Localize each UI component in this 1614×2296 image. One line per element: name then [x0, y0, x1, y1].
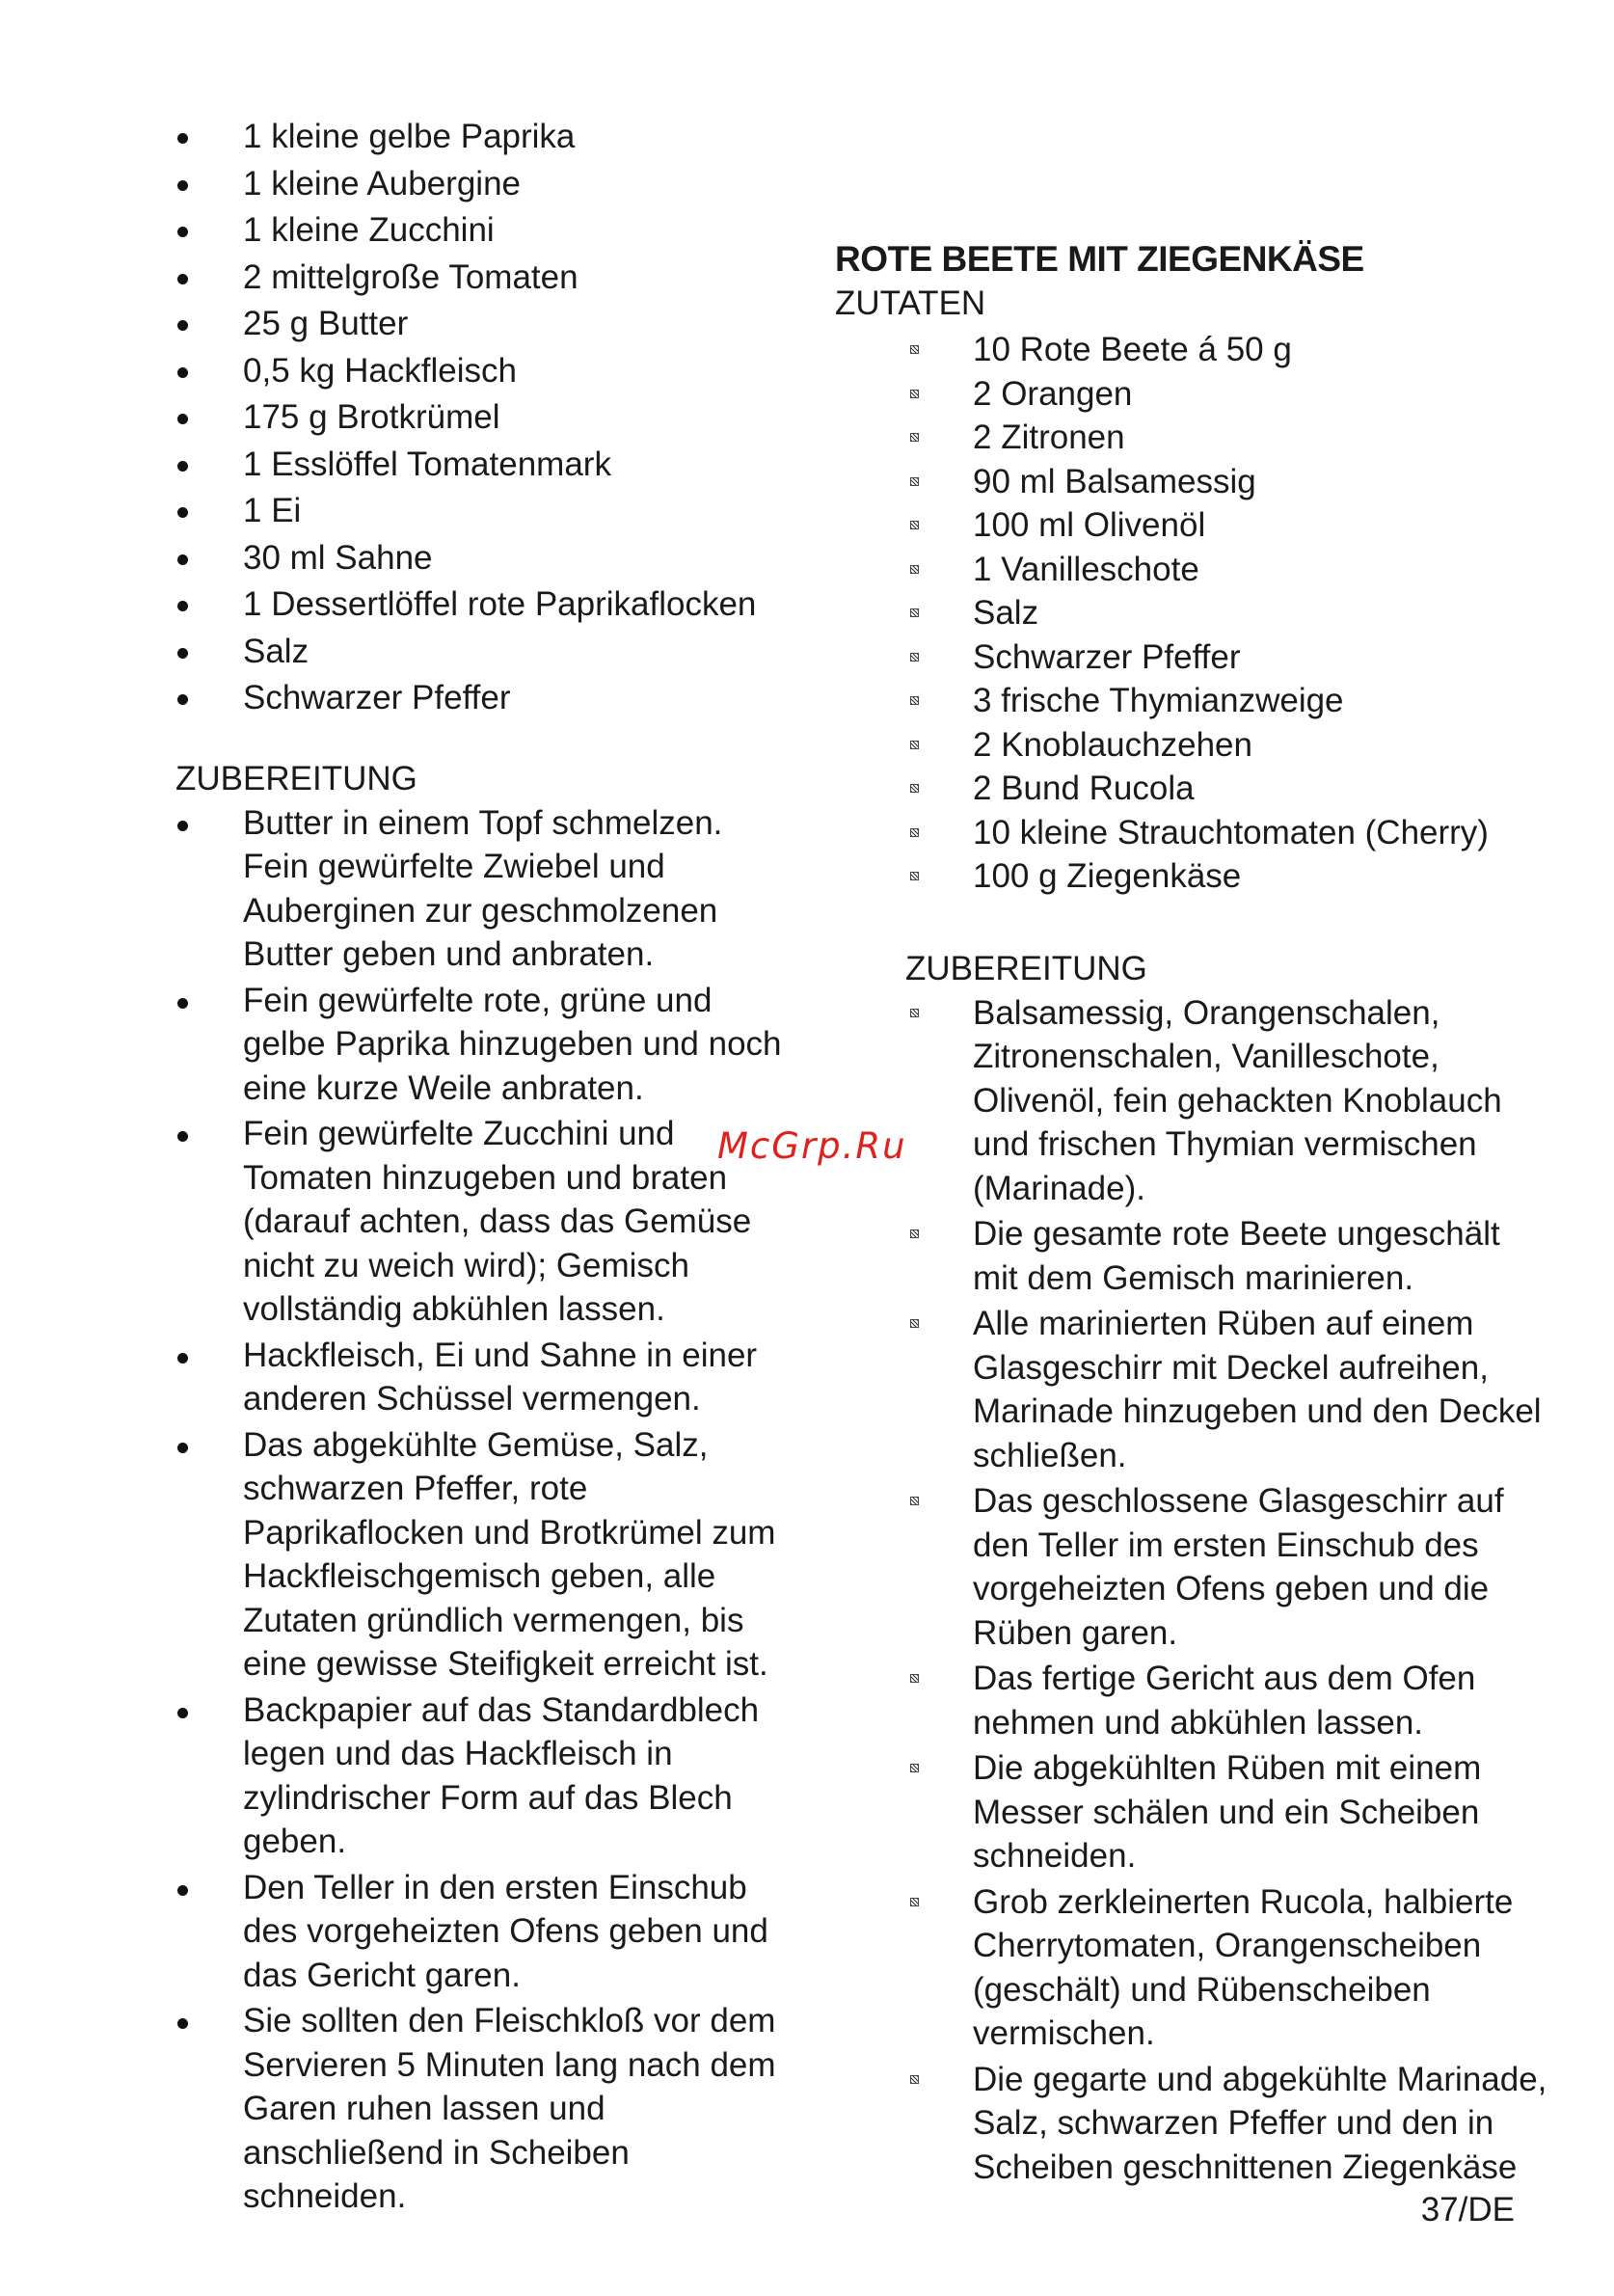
list-item: Schwarzer Pfeffer — [175, 675, 793, 722]
step-item: Hackfleisch, Ei und Sahne in einer anderen Schüssel vermengen. — [175, 1334, 793, 1421]
step-item: Das abgekühlte Gemüse, Salz, schwarzen Pfeffer, rote Paprikaflocken und Brotkrümel zum Hackfleischgemisch geben, alle Zutaten gründlich vermengen, bis eine gewisse Steifigkeit erreicht ist. — [175, 1423, 793, 1687]
list-item: 2 Orangen — [835, 372, 1548, 417]
list-item: 1 kleine Zucchini — [175, 207, 793, 255]
list-item: 3 frische Thymianzweige — [835, 679, 1548, 723]
list-item: 100 g Ziegenkäse — [835, 854, 1548, 899]
recipe-title: ROTE BEETE MIT ZIEGENKÄSE — [835, 239, 1364, 279]
step-item: Die gegarte und abgekühlte Marinade, Salz, schwarzen Pfeffer und den in Scheiben geschnittenen Ziegenkäse — [835, 2058, 1548, 2190]
list-item: 1 kleine gelbe Paprika — [175, 114, 793, 161]
list-item: 1 kleine Aubergine — [175, 161, 793, 208]
list-item: 1 Vanilleschote — [835, 548, 1548, 592]
list-item: Schwarzer Pfeffer — [835, 635, 1548, 680]
left-column — [175, 114, 793, 2221]
list-item: 175 g Brotkrümel — [175, 394, 793, 442]
step-item: Den Teller in den ersten Einschub des vorgeheizten Ofens geben und das Gericht garen. — [175, 1866, 793, 1998]
list-item: 10 Rote Beete á 50 g — [835, 328, 1548, 372]
step-item: Fein gewürfelte rote, grüne und gelbe Paprika hinzugeben und noch eine kurze Weile anbraten. — [175, 979, 793, 1111]
preparation-steps — [835, 991, 1548, 2190]
ingredient-list — [175, 114, 793, 722]
step-item: Grob zerkleinerten Rucola, halbierte Cherrytomaten, Orangenscheiben (geschält) und Rübenscheiben vermischen. — [835, 1880, 1548, 2056]
ingredients-heading: ZUTATEN — [835, 284, 986, 322]
list-item: 2 Zitronen — [835, 416, 1548, 460]
step-item: Das fertige Gericht aus dem Ofen nehmen und abkühlen lassen. — [835, 1657, 1548, 1744]
step-item: Backpapier auf das Standardblech legen und das Hackfleisch in zylindrischer Form auf das Blech geben. — [175, 1688, 793, 1864]
step-item: Butter in einem Topf schmelzen. Fein gewürfelte Zwiebel und Auberginen zur geschmolzenen Butter geben und anbraten. — [175, 801, 793, 977]
list-item: 1 Esslöffel Tomatenmark — [175, 442, 793, 489]
watermark: McGrp.Ru — [717, 1125, 907, 1167]
list-item: 1 Dessertlöffel rote Paprikaflocken — [175, 581, 793, 629]
ingredient-list — [835, 328, 1548, 899]
list-item: 2 Knoblauchzehen — [835, 723, 1548, 768]
step-item: Das geschlossene Glasgeschirr auf den Teller im ersten Einschub des vorgeheizten Ofens geben und die Rüben garen. — [835, 1479, 1548, 1655]
list-item: 0,5 kg Hackfleisch — [175, 348, 793, 395]
list-item: 1 Ei — [175, 488, 793, 535]
right-column — [835, 237, 1548, 2191]
step-item: Sie sollten den Fleischkloß vor dem Servieren 5 Minuten lang nach dem Garen ruhen lassen und anschließend in Scheiben schneiden. — [175, 1999, 793, 2219]
list-item: Salz — [835, 591, 1548, 635]
step-item: Alle marinierten Rüben auf einem Glasgeschirr mit Deckel aufreihen, Marinade hinzugeben und den Deckel schließen. — [835, 1302, 1548, 1477]
list-item: 2 Bund Rucola — [835, 767, 1548, 811]
list-item: 10 kleine Strauchtomaten (Cherry) — [835, 811, 1548, 855]
step-item: Die abgekühlten Rüben mit einem Messer schälen und ein Scheiben schneiden. — [835, 1746, 1548, 1878]
preparation-heading: ZUBEREITUNG — [175, 759, 417, 797]
list-item: 90 ml Balsamessig — [835, 460, 1548, 504]
page-number: 37/DE — [1420, 2191, 1515, 2228]
step-item: Fein gewürfelte Zucchini und Tomaten hinzugeben und braten (darauf achten, dass das Gemüse nicht zu weich wird); Gemisch vollständig abkühlen lassen. — [175, 1112, 793, 1332]
list-item: 2 mittelgroße Tomaten — [175, 255, 793, 302]
list-item: 100 ml Olivenöl — [835, 503, 1548, 548]
preparation-heading: ZUBEREITUNG — [905, 949, 1147, 987]
step-item: Balsamessig, Orangenschalen, Zitronenschalen, Vanilleschote, Olivenöl, fein gehackten Knoblauch und frischen Thymian vermischen (Marinade). — [835, 991, 1548, 1211]
list-item: Salz — [175, 629, 793, 676]
preparation-steps — [175, 801, 793, 2219]
list-item: 25 g Butter — [175, 301, 793, 348]
list-item: 30 ml Sahne — [175, 535, 793, 582]
step-item: Die gesamte rote Beete ungeschält mit dem Gemisch marinieren. — [835, 1212, 1548, 1300]
